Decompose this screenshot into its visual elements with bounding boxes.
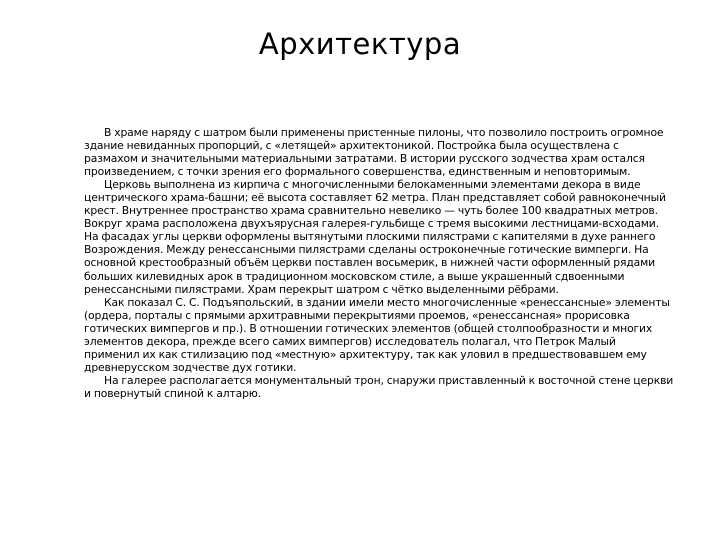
paragraph-4: На галерее располагается монументальный трон, снаружи приставленный к восточной стене церкви и повернутый спиной к алтарю.	[84, 373, 674, 400]
paragraph-1: В храме наряду с шатром были применены пристенные пилоны, что позволило построить огромное здание невиданных пропорций, с «летящей» архитектоникой. Постройка была осуществлена с размахом и значительными материальными затратами. В истории русского зодчества храм остался произведением, с точки зрения его формального совершенства, единственным и неповторимым.	[84, 126, 664, 179]
slide-body	[84, 126, 674, 400]
paragraph-2: Церковь выполнена из кирпича с многочисленными белокаменными элементами декора в виде центрического храма-башни; её высота составляет 62 метра. План представляет собой равноконечный крест. Внутреннее пространство храма сравнительно невелико — чуть более 100 квадратных метров. Вокруг храма расположена двухъярусная галерея-гульбище с тремя высокими лестницами-всходами. На фасадах углы церкви оформлены вытянутыми плоскими пилястрами с капителями в духе раннего Возрождения. Между ренессансными пилястрами сделаны остроконечные готические вимперги. На основной крестообразный объём церкви поставлен восьмерик, в нижней части оформленный рядами больших килевидных арок в традиционном московском стиле, а выше украшенный сдвоенными ренессансными пилястрами. Храм перекрыт шатром с чётко выделенными рёбрами.	[84, 178, 666, 296]
paragraph-3: Как показал С. С. Подъяпольский, в здании имели место многочисленные «ренессансные» элементы (ордера, порталы с прямыми архитравными перекрытиями проемов, «ренессансная» прорисовка готических вимпергов и пр.). В отношении готических элементов (общей столпообразности и многих элементов декора, прежде всего самих вимпергов) исследователь полагал, что Петрок Малый применил их как стилизацию под «местную» архитектуру, так как уловил в предшествовавшем ему древнерусском зодчестве дух готики.	[84, 295, 670, 374]
slide-title: Архитектура	[258, 27, 462, 61]
